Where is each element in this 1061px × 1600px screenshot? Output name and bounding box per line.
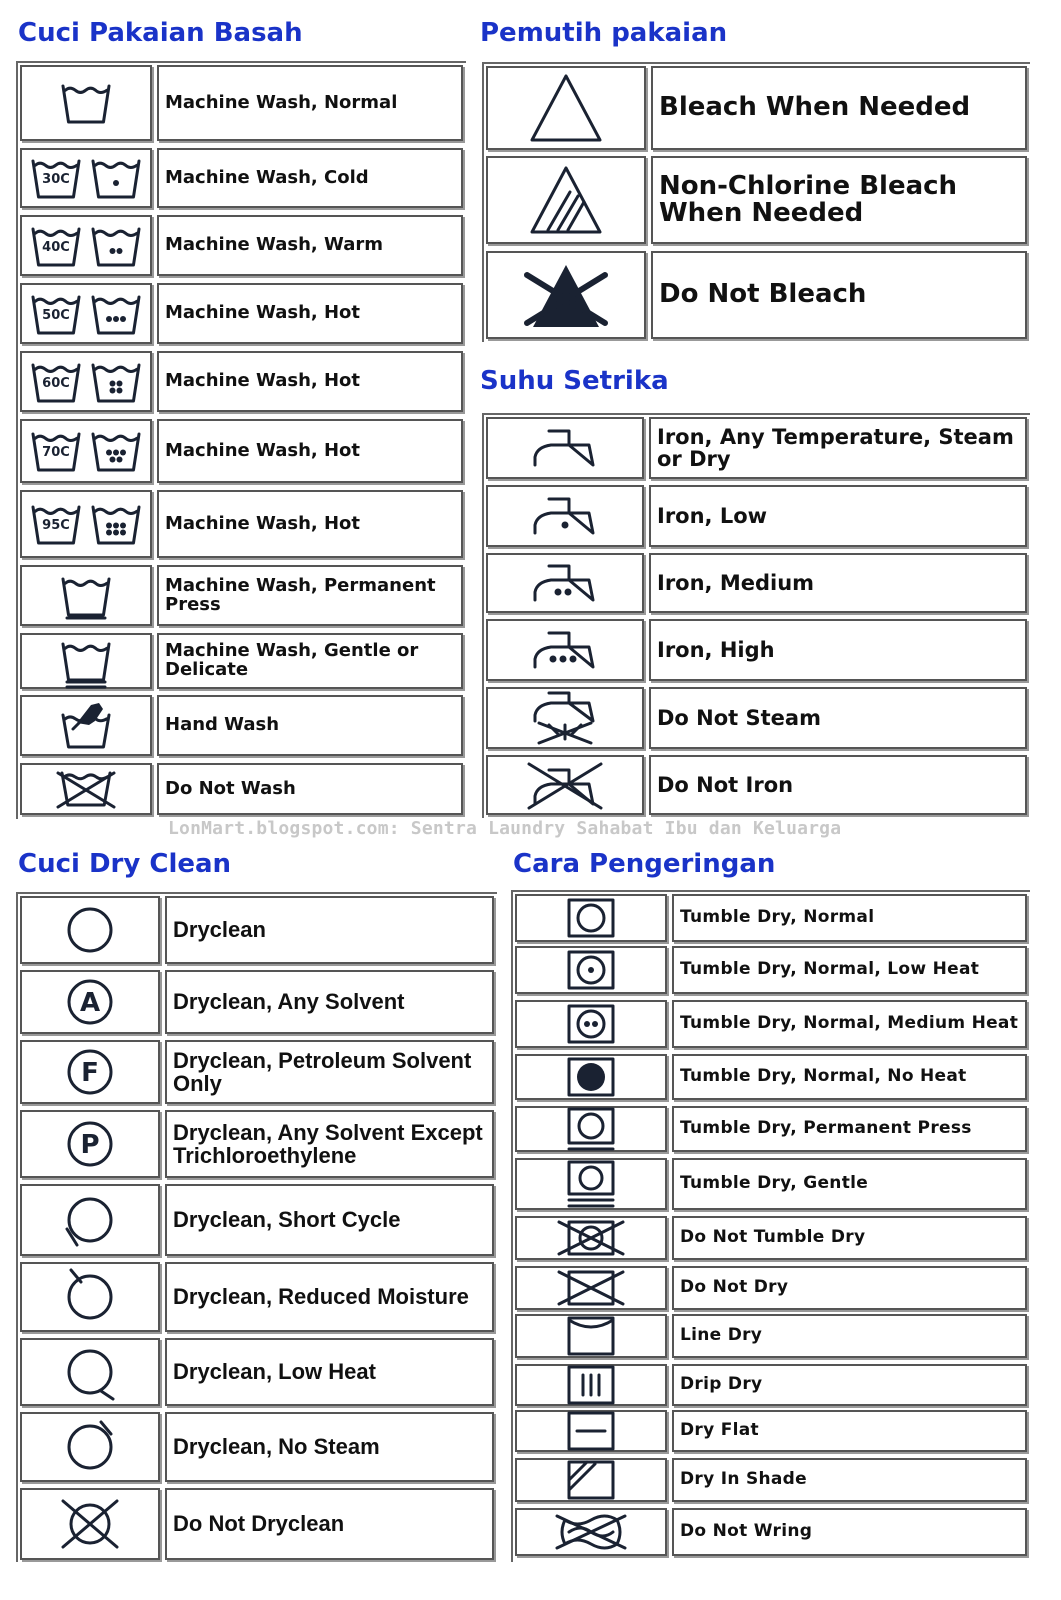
dry-flat-icon — [565, 1411, 617, 1451]
symbol-cell — [20, 633, 152, 689]
table-row — [18, 894, 497, 966]
crossed-tumble-dry-icon — [555, 1218, 627, 1258]
symbol-label-text: Do Not Bleach — [659, 279, 867, 310]
svg-text:95C: 95C — [42, 518, 70, 533]
striped-triangle-icon — [526, 164, 606, 236]
wash-section-title: Cuci Pakaian Basah — [18, 18, 303, 48]
watermark: LonMart.blogspot.com: Sentra Laundry Sahabat Ibu dan Keluarga — [168, 818, 842, 839]
symbol-cell — [20, 1338, 160, 1406]
symbol-label-text: Tumble Dry, Normal, Medium Heat — [680, 1013, 1019, 1034]
tub-temperature-icon — [29, 501, 83, 547]
tumble-dry-one-bar-icon — [565, 1107, 617, 1151]
symbol-label-text: Dryclean, No Steam — [173, 1434, 380, 1460]
symbol-label-text: Dryclean, Any Solvent Except Trichloroethylene — [173, 1119, 483, 1168]
symbol-cell — [515, 1216, 667, 1260]
symbol-cell — [20, 490, 152, 558]
circle-low-heat-icon — [63, 1345, 117, 1399]
symbol-cell — [515, 1054, 667, 1100]
symbol-label — [672, 894, 1027, 942]
svg-text:F: F — [81, 1058, 99, 1088]
symbol-label-text: Dryclean, Reduced Moisture — [173, 1284, 469, 1310]
table-row — [18, 1108, 497, 1180]
symbol-label — [672, 1266, 1027, 1310]
drying-table — [511, 890, 1030, 1562]
tumble-dry-two-dots-icon — [565, 1004, 617, 1044]
symbol-label-text: Dryclean, Short Cycle — [173, 1207, 401, 1233]
symbol-label-text: Dryclean, Petroleum Solvent Only — [173, 1047, 472, 1096]
table-row — [513, 1264, 1030, 1312]
symbol-label — [649, 619, 1027, 681]
iron-section-title: Suhu Setrika — [480, 366, 669, 396]
symbol-label — [672, 1314, 1027, 1358]
symbol-label — [157, 215, 463, 276]
symbol-cell — [515, 1158, 667, 1210]
symbol-label-text: Machine Wash, Warm — [165, 234, 383, 256]
table-row — [18, 563, 466, 628]
symbol-cell — [20, 565, 152, 626]
table-row — [513, 998, 1030, 1050]
symbol-label — [672, 1106, 1027, 1152]
symbol-label-text: Dryclean, Low Heat — [173, 1359, 376, 1385]
symbol-label — [157, 283, 463, 344]
symbol-cell — [486, 553, 644, 613]
symbol-label — [672, 1216, 1027, 1260]
symbol-label — [672, 946, 1027, 994]
symbol-label-text: Tumble Dry, Normal — [680, 907, 875, 928]
symbol-cell — [515, 1314, 667, 1358]
circle-no-steam-icon — [63, 1420, 117, 1474]
symbol-label — [649, 485, 1027, 547]
symbol-label — [651, 156, 1027, 244]
symbol-cell — [20, 1110, 160, 1178]
symbol-label-text: Machine Wash, Cold — [165, 166, 369, 188]
table-row — [513, 1104, 1030, 1154]
table-row — [18, 1182, 497, 1258]
svg-text:A: A — [79, 988, 101, 1018]
table-row — [484, 617, 1030, 683]
symbol-label — [672, 1364, 1027, 1406]
symbol-cell — [20, 763, 152, 815]
do-not-wring-icon — [551, 1514, 631, 1550]
symbol-label-text: Dryclean, Any Solvent — [173, 989, 405, 1015]
svg-text:60C: 60C — [42, 375, 70, 391]
svg-text:70C: 70C — [42, 445, 70, 460]
symbol-cell — [486, 485, 644, 547]
symbol-label-text: Do Not Dry — [680, 1277, 789, 1298]
table-row — [18, 146, 466, 210]
tub-dots-icon — [89, 359, 143, 405]
symbol-cell — [515, 1364, 667, 1406]
symbol-label-text: Dryclean — [173, 917, 266, 943]
table-row — [18, 1336, 497, 1408]
symbol-label — [165, 1488, 494, 1560]
circle-a-icon — [63, 975, 117, 1029]
symbol-label — [165, 1262, 494, 1332]
table-row — [513, 944, 1030, 996]
wash-table — [16, 61, 466, 819]
symbol-label-text: Do Not Wring — [680, 1521, 813, 1542]
symbol-label-text: Iron, Low — [657, 503, 768, 528]
symbol-label — [165, 1412, 494, 1482]
do-not-wash-icon — [54, 769, 118, 809]
svg-text:P: P — [80, 1130, 100, 1160]
tub-icon — [59, 80, 113, 126]
symbol-label-text: Tumble Dry, Permanent Press — [680, 1118, 972, 1139]
symbol-label — [165, 1110, 494, 1178]
iron-two-dots-icon — [529, 558, 601, 608]
symbol-label-text: Machine Wash, Hot — [165, 439, 361, 461]
table-row — [484, 483, 1030, 549]
svg-text:40C: 40C — [42, 239, 70, 255]
symbol-cell — [20, 65, 152, 141]
symbol-cell — [20, 419, 152, 483]
symbol-label-text: Dry Flat — [680, 1420, 759, 1441]
symbol-label — [651, 251, 1027, 339]
symbol-cell — [20, 148, 152, 208]
table-row — [18, 63, 466, 143]
symbol-cell — [486, 619, 644, 681]
symbol-cell — [20, 970, 160, 1034]
symbol-cell — [515, 894, 667, 942]
symbol-cell — [20, 695, 152, 756]
tumble-dry-icon — [565, 898, 617, 938]
symbol-cell — [515, 1508, 667, 1556]
circle-short-cycle-icon — [63, 1193, 117, 1247]
table-row — [18, 761, 466, 817]
tub-dots-icon — [89, 223, 143, 269]
dry-in-shade-icon — [565, 1460, 617, 1500]
symbol-label-text: Do Not Tumble Dry — [680, 1227, 866, 1248]
table-row — [18, 631, 466, 691]
symbol-cell — [486, 251, 646, 339]
crossed-triangle-icon — [521, 259, 611, 331]
symbol-label — [649, 687, 1027, 749]
symbol-label — [649, 755, 1027, 815]
symbol-label — [165, 1184, 494, 1256]
iron-icon — [529, 423, 601, 473]
symbol-label — [165, 896, 494, 964]
table-row — [484, 64, 1030, 152]
table-row — [484, 685, 1030, 751]
table-row — [513, 1052, 1030, 1102]
symbol-cell — [20, 215, 152, 276]
symbol-cell — [486, 687, 644, 749]
table-row — [18, 1038, 497, 1106]
table-row — [18, 968, 497, 1036]
table-row — [484, 753, 1030, 817]
table-row — [18, 1410, 497, 1484]
drip-dry-icon — [565, 1365, 617, 1405]
table-row — [513, 892, 1030, 944]
hand-wash-icon — [59, 701, 113, 751]
iron-one-dot-icon — [529, 491, 601, 541]
symbol-cell — [20, 283, 152, 344]
tub-dots-icon — [89, 428, 143, 474]
circle-f-icon — [63, 1045, 117, 1099]
symbol-label — [165, 970, 494, 1034]
table-row — [18, 1486, 497, 1562]
tub-temperature-icon — [29, 291, 83, 337]
symbol-cell — [515, 1266, 667, 1310]
bleach-table — [482, 62, 1030, 342]
symbol-cell — [20, 1184, 160, 1256]
table-row — [513, 1312, 1030, 1360]
tub-one-bar-icon — [59, 573, 113, 619]
symbol-label — [157, 633, 463, 689]
table-row — [484, 551, 1030, 615]
symbol-label-text: Drip Dry — [680, 1374, 763, 1395]
tumble-dry-two-bars-icon — [565, 1160, 617, 1208]
symbol-cell — [486, 755, 644, 815]
crossed-circle-icon — [57, 1497, 123, 1551]
table-row — [18, 349, 466, 414]
bleach-section-title: Pemutih pakaian — [480, 18, 728, 48]
table-row — [18, 1260, 497, 1334]
symbol-label — [672, 1054, 1027, 1100]
tub-dots-icon — [89, 501, 143, 547]
symbol-label — [157, 419, 463, 483]
table-row — [484, 415, 1030, 481]
table-row — [513, 1156, 1030, 1212]
symbol-label-text: Machine Wash, Permanent Press — [165, 574, 436, 615]
symbol-label — [157, 351, 463, 412]
tumble-dry-one-dot-icon — [565, 950, 617, 990]
symbol-cell — [20, 1262, 160, 1332]
symbol-cell — [20, 1488, 160, 1560]
symbol-cell — [515, 1000, 667, 1048]
svg-text:30C: 30C — [42, 172, 70, 187]
table-row — [18, 281, 466, 346]
symbol-cell — [486, 66, 646, 150]
table-row — [513, 1362, 1030, 1408]
symbol-label-text: Dry In Shade — [680, 1469, 807, 1490]
symbol-cell — [20, 1040, 160, 1104]
tub-temperature-icon — [29, 359, 83, 405]
symbol-label — [672, 1158, 1027, 1210]
symbol-label — [651, 66, 1027, 150]
iron-three-dots-icon — [529, 625, 601, 675]
dryclean-table — [16, 892, 497, 1562]
symbol-label-text: Non-Chlorine Bleach When Needed — [659, 170, 958, 228]
symbol-label-text: Iron, Any Temperature, Steam or Dry — [657, 424, 1014, 471]
symbol-label — [157, 490, 463, 558]
symbol-label-text: Tumble Dry, Normal, Low Heat — [680, 959, 980, 980]
table-row — [513, 1506, 1030, 1558]
symbol-label — [157, 148, 463, 208]
symbol-label — [157, 65, 463, 141]
tub-temperature-icon — [29, 428, 83, 474]
symbol-label — [649, 553, 1027, 613]
tumble-dry-filled-icon — [565, 1057, 617, 1097]
symbol-label-text: Line Dry — [680, 1325, 763, 1346]
tub-temperature-icon — [29, 155, 83, 201]
symbol-label — [157, 695, 463, 756]
tub-dots-icon — [89, 155, 143, 201]
symbol-cell — [515, 1410, 667, 1452]
symbol-cell — [20, 896, 160, 964]
table-row — [18, 213, 466, 278]
symbol-label-text: Do Not Steam — [657, 705, 821, 730]
symbol-cell — [20, 1412, 160, 1482]
symbol-label-text: Do Not Wash — [165, 777, 296, 799]
symbol-label-text: Bleach When Needed — [659, 92, 971, 123]
svg-text:50C: 50C — [42, 307, 70, 323]
table-row — [513, 1408, 1030, 1454]
tub-two-bars-icon — [59, 638, 113, 684]
tub-dots-icon — [89, 291, 143, 337]
table-row — [18, 417, 466, 485]
drying-section-title: Cara Pengeringan — [513, 849, 776, 879]
tub-temperature-icon — [29, 223, 83, 269]
symbol-label-text: Tumble Dry, Gentle — [680, 1173, 869, 1194]
symbol-cell — [515, 946, 667, 994]
symbol-label — [672, 1458, 1027, 1502]
circle-reduced-moisture-icon — [63, 1270, 117, 1324]
symbol-cell — [20, 351, 152, 412]
symbol-cell — [515, 1458, 667, 1502]
symbol-label-text: Machine Wash, Normal — [165, 91, 398, 113]
table-row — [484, 154, 1030, 246]
symbol-label-text: Do Not Iron — [657, 772, 794, 797]
symbol-cell — [515, 1106, 667, 1152]
symbol-label-text: Iron, Medium — [657, 570, 815, 595]
symbol-label — [165, 1338, 494, 1406]
table-row — [513, 1214, 1030, 1262]
symbol-label — [165, 1040, 494, 1104]
symbol-label-text: Machine Wash, Gentle or Delicate — [165, 640, 419, 680]
symbol-label-text: Machine Wash, Hot — [165, 302, 361, 324]
symbol-label-text: Machine Wash, Hot — [165, 512, 361, 534]
symbol-label — [157, 763, 463, 815]
symbol-cell — [486, 417, 644, 479]
crossed-iron-icon — [525, 758, 605, 812]
circle-icon — [63, 903, 117, 957]
iron-table — [482, 413, 1030, 818]
symbol-label-text: Iron, High — [657, 637, 775, 662]
table-row — [484, 249, 1030, 341]
symbol-label-text: Do Not Dryclean — [173, 1511, 345, 1537]
dryclean-section-title: Cuci Dry Clean — [18, 849, 232, 879]
table-row — [18, 693, 466, 758]
table-row — [513, 1456, 1030, 1504]
symbol-label — [672, 1000, 1027, 1048]
crossed-square-icon — [555, 1268, 627, 1308]
symbol-label — [649, 417, 1027, 479]
table-row — [18, 488, 466, 560]
circle-p-icon — [63, 1117, 117, 1171]
line-dry-icon — [565, 1316, 617, 1356]
symbol-label-text: Tumble Dry, Normal, No Heat — [680, 1066, 967, 1087]
symbol-label-text: Hand Wash — [165, 714, 280, 736]
symbol-label — [157, 565, 463, 626]
symbol-cell — [486, 156, 646, 244]
symbol-label — [672, 1410, 1027, 1452]
triangle-icon — [526, 72, 606, 144]
iron-no-steam-icon — [529, 691, 601, 745]
symbol-label — [672, 1508, 1027, 1556]
symbol-label-text: Machine Wash, Hot — [165, 370, 361, 392]
